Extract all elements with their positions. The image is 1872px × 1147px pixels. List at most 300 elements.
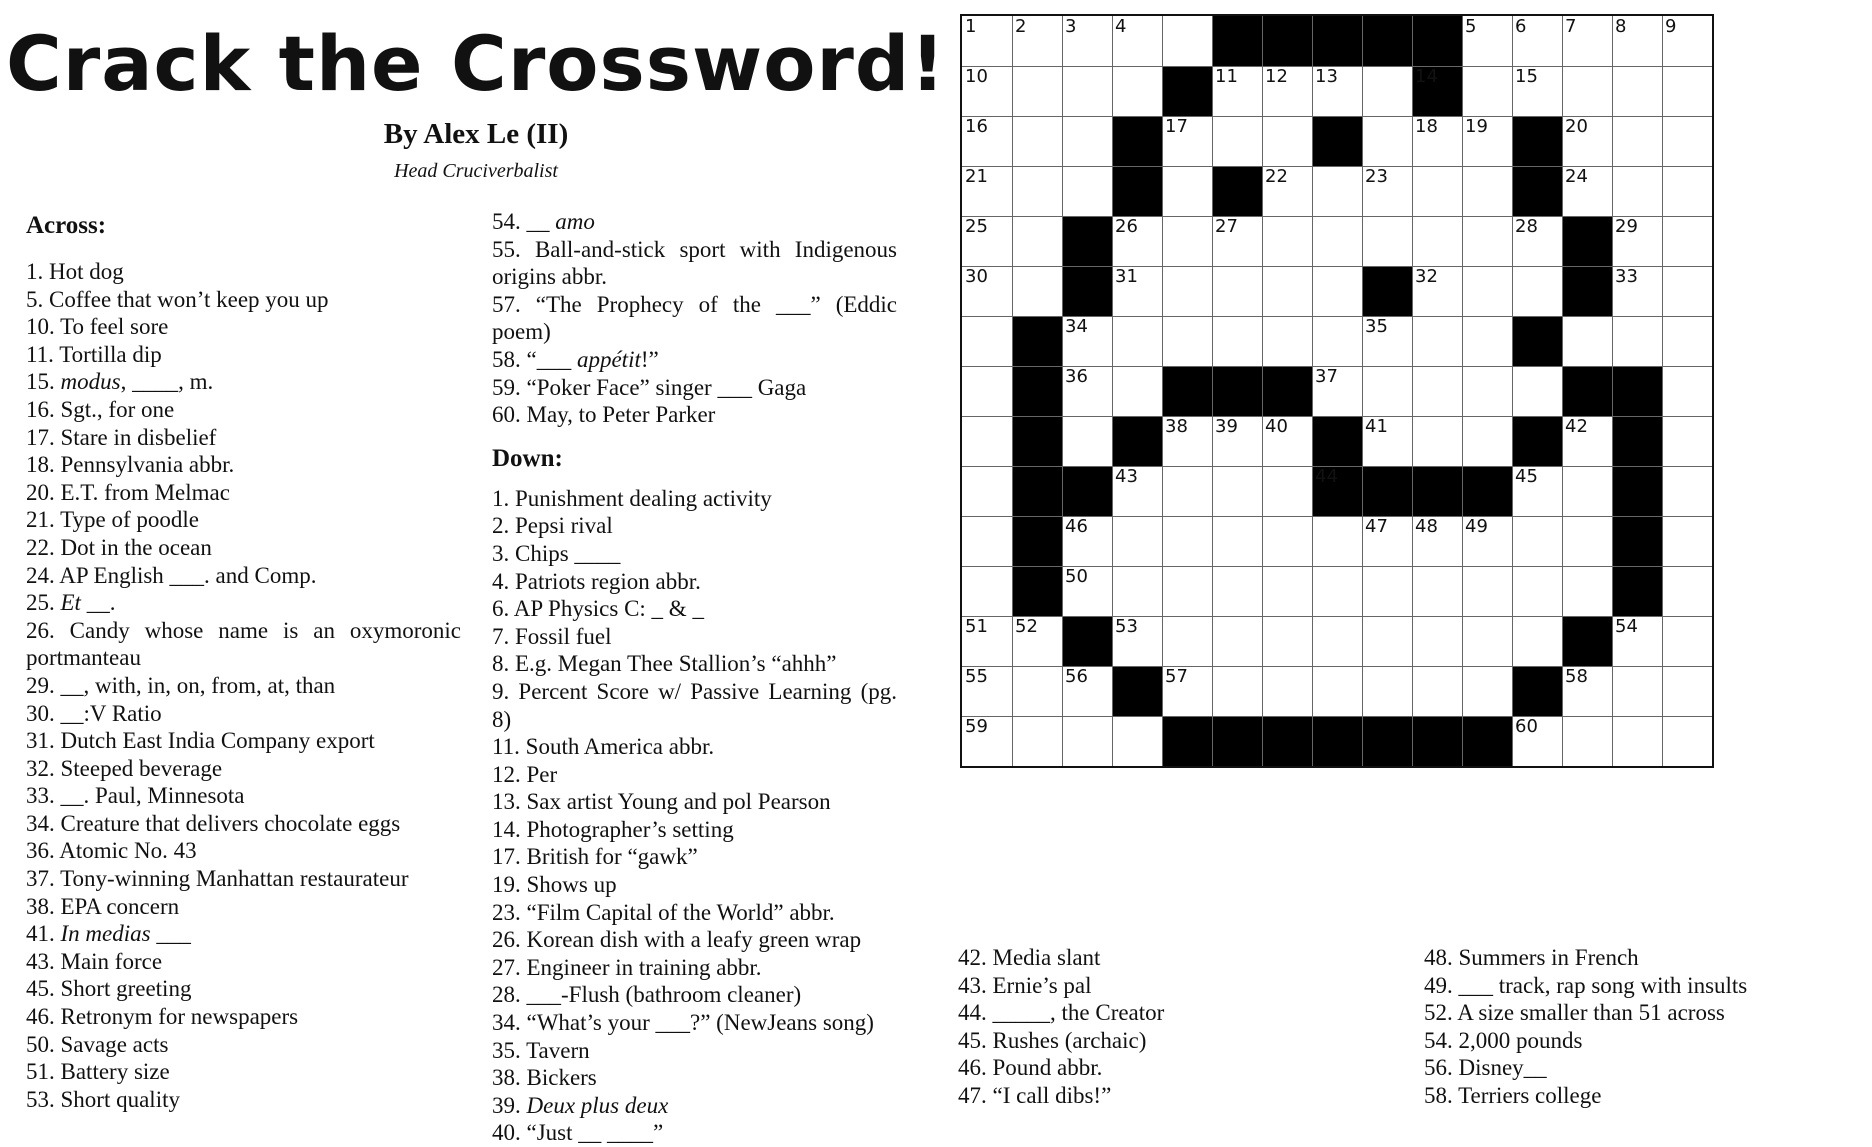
- clue-item: 3. Chips ____: [492, 540, 621, 566]
- grid-cell[interactable]: [1512, 466, 1562, 516]
- clue-number: 2: [1015, 16, 1027, 37]
- grid-cell[interactable]: [1462, 516, 1512, 566]
- grid-cell[interactable]: [962, 316, 1012, 366]
- down-clue-list-continued: [958, 944, 1398, 1110]
- grid-cell[interactable]: [1162, 616, 1212, 666]
- grid-cell[interactable]: [1312, 166, 1362, 216]
- grid-cell[interactable]: [1612, 16, 1662, 66]
- clue-number: 13: [1315, 66, 1338, 87]
- black-square: [1312, 466, 1362, 516]
- grid-cell[interactable]: [1312, 66, 1362, 116]
- grid-line: [1212, 16, 1213, 766]
- clue-item: 55. Ball-and-stick sport with Indigenous origins abbr.: [492, 236, 897, 290]
- grid-cell[interactable]: [1562, 716, 1612, 766]
- grid-line: [1362, 16, 1363, 766]
- black-square: [1412, 66, 1462, 116]
- clue-item: 45. Rushes (archaic): [958, 1027, 1147, 1053]
- grid-cell[interactable]: [1262, 216, 1312, 266]
- grid-cell[interactable]: [1312, 516, 1362, 566]
- grid-cell[interactable]: [1262, 616, 1312, 666]
- grid-cell[interactable]: [1012, 116, 1062, 166]
- clue-number: 9: [1665, 16, 1677, 37]
- grid-cell[interactable]: [1662, 716, 1712, 766]
- grid-cell[interactable]: [1162, 516, 1212, 566]
- grid-cell[interactable]: [1662, 316, 1712, 366]
- clue-number: 51: [965, 616, 988, 637]
- clue-number: 49: [1465, 516, 1488, 537]
- clue-item: 46. Pound abbr.: [958, 1055, 1103, 1081]
- clue-number: 23: [1365, 166, 1388, 187]
- grid-cell[interactable]: [1262, 316, 1312, 366]
- grid-cell[interactable]: [1412, 316, 1462, 366]
- clue-number: 22: [1265, 166, 1288, 187]
- grid-cell[interactable]: [1112, 616, 1162, 666]
- clue-item: 37. Tony-winning Manhattan restaurateur: [26, 866, 409, 892]
- grid-cell[interactable]: [1412, 666, 1462, 716]
- grid-cell[interactable]: [1612, 216, 1662, 266]
- black-square: [1612, 416, 1662, 466]
- grid-cell[interactable]: [1512, 16, 1562, 66]
- grid-cell[interactable]: [1512, 516, 1562, 566]
- clue-number: 56: [1065, 666, 1088, 687]
- grid-cell[interactable]: [1112, 516, 1162, 566]
- grid-line: [1562, 16, 1563, 766]
- grid-cell[interactable]: [1212, 66, 1262, 116]
- grid-cell[interactable]: [962, 716, 1012, 766]
- grid-cell[interactable]: [1362, 166, 1412, 216]
- grid-line: [962, 366, 1712, 367]
- clue-number: 60: [1515, 716, 1538, 737]
- grid-line: [1112, 16, 1113, 766]
- grid-cell[interactable]: [1012, 266, 1062, 316]
- grid-cell[interactable]: [1062, 116, 1112, 166]
- clue-item: 36. Atomic No. 43: [26, 838, 197, 864]
- grid-cell[interactable]: [1412, 616, 1462, 666]
- black-square: [1562, 266, 1612, 316]
- clue-number: 30: [965, 266, 988, 287]
- grid-cell[interactable]: [962, 216, 1012, 266]
- grid-line: [1462, 16, 1463, 766]
- grid-cell[interactable]: [962, 116, 1012, 166]
- grid-cell[interactable]: [1362, 366, 1412, 416]
- grid-cell[interactable]: [962, 616, 1012, 666]
- grid-cell[interactable]: [1162, 416, 1212, 466]
- black-square: [1312, 416, 1362, 466]
- clue-item: 29. __, with, in, on, from, at, than: [26, 672, 336, 698]
- clue-number: 50: [1065, 566, 1088, 587]
- grid-cell[interactable]: [1562, 516, 1612, 566]
- grid-line: [962, 116, 1712, 117]
- grid-cell[interactable]: [1112, 216, 1162, 266]
- grid-cell[interactable]: [1162, 266, 1212, 316]
- grid-cell[interactable]: [1162, 316, 1212, 366]
- grid-cell[interactable]: [1412, 116, 1462, 166]
- grid-cell[interactable]: [1262, 66, 1312, 116]
- clue-item: 33. __. Paul, Minnesota: [26, 783, 245, 809]
- grid-cell[interactable]: [1312, 266, 1362, 316]
- grid-cell[interactable]: [1662, 416, 1712, 466]
- grid-cell[interactable]: [962, 266, 1012, 316]
- black-square: [1212, 166, 1262, 216]
- grid-cell[interactable]: [1162, 116, 1212, 166]
- grid-line: [962, 216, 1712, 217]
- grid-cell[interactable]: [1012, 616, 1062, 666]
- page-title: Crack the Crossword!: [6, 19, 946, 108]
- grid-cell[interactable]: [1662, 666, 1712, 716]
- grid-cell[interactable]: [1512, 566, 1562, 616]
- grid-cell[interactable]: [1012, 166, 1062, 216]
- clue-number: 53: [1115, 616, 1138, 637]
- clue-number: 35: [1365, 316, 1388, 337]
- grid-cell[interactable]: [1162, 216, 1212, 266]
- clue-item: 40. “Just __ ____”: [492, 1120, 664, 1146]
- grid-cell[interactable]: [1112, 266, 1162, 316]
- grid-line: [1062, 16, 1063, 766]
- grid-cell[interactable]: [1512, 266, 1562, 316]
- black-square: [1412, 466, 1462, 516]
- grid-cell[interactable]: [1362, 216, 1412, 266]
- black-square: [1612, 516, 1662, 566]
- clue-number: 47: [1365, 516, 1388, 537]
- clue-item: 14. Photographer’s setting: [492, 816, 734, 842]
- grid-cell[interactable]: [1662, 216, 1712, 266]
- grid-cell[interactable]: [1462, 166, 1512, 216]
- clue-item: 43. Main force: [26, 948, 163, 974]
- clue-item: 42. Media slant: [958, 945, 1101, 970]
- grid-cell[interactable]: [1212, 266, 1262, 316]
- grid-cell[interactable]: [1512, 216, 1562, 266]
- black-square: [1412, 16, 1462, 66]
- grid-line: [962, 516, 1712, 517]
- grid-cell[interactable]: [1012, 216, 1062, 266]
- grid-cell[interactable]: [1312, 666, 1362, 716]
- grid-cell[interactable]: [1062, 316, 1112, 366]
- clue-number: 31: [1115, 266, 1138, 287]
- clue-item: 54. __ amo: [492, 209, 595, 234]
- grid-cell[interactable]: [1162, 466, 1212, 516]
- clue-item: 58. “___ appétit!”: [492, 346, 659, 372]
- grid-cell[interactable]: [1312, 566, 1362, 616]
- grid-cell[interactable]: [1462, 366, 1512, 416]
- grid-cell[interactable]: [1362, 516, 1412, 566]
- grid-cell[interactable]: [1562, 16, 1612, 66]
- grid-cell[interactable]: [1212, 616, 1262, 666]
- clue-number: 34: [1065, 316, 1088, 337]
- grid-cell[interactable]: [1662, 466, 1712, 516]
- grid-cell[interactable]: [962, 516, 1012, 566]
- grid-cell[interactable]: [1362, 316, 1412, 366]
- grid-cell[interactable]: [1162, 166, 1212, 216]
- grid-cell[interactable]: [1612, 716, 1662, 766]
- black-square: [1212, 16, 1262, 66]
- clue-number: 12: [1265, 66, 1288, 87]
- grid-cell[interactable]: [962, 16, 1012, 66]
- black-square: [1512, 666, 1562, 716]
- black-square: [1562, 366, 1612, 416]
- grid-cell[interactable]: [1212, 216, 1262, 266]
- clue-number: 41: [1365, 416, 1388, 437]
- clue-item: 60. May, to Peter Parker: [492, 402, 716, 428]
- clue-item: 4. Patriots region abbr.: [492, 568, 701, 594]
- grid-cell[interactable]: [1062, 416, 1112, 466]
- clue-number: 28: [1515, 216, 1538, 237]
- grid-cell[interactable]: [1012, 666, 1062, 716]
- grid-cell[interactable]: [1412, 166, 1462, 216]
- black-square: [1412, 716, 1462, 766]
- grid-cell[interactable]: [1562, 116, 1612, 166]
- clue-number: 7: [1565, 16, 1577, 37]
- grid-cell[interactable]: [1062, 66, 1112, 116]
- black-square: [1012, 316, 1062, 366]
- grid-cell[interactable]: [1212, 566, 1262, 616]
- clue-item: 59. “Poker Face” singer ___ Gaga: [492, 374, 807, 400]
- grid-cell[interactable]: [1412, 516, 1462, 566]
- grid-cell[interactable]: [1012, 716, 1062, 766]
- grid-cell[interactable]: [1362, 616, 1412, 666]
- clue-number: 36: [1065, 366, 1088, 387]
- grid-cell[interactable]: [1112, 316, 1162, 366]
- grid-cell[interactable]: [1212, 316, 1262, 366]
- grid-cell[interactable]: [1262, 516, 1312, 566]
- grid-cell[interactable]: [1412, 216, 1462, 266]
- grid-cell[interactable]: [1412, 416, 1462, 466]
- grid-cell[interactable]: [962, 66, 1012, 116]
- grid-line: [1662, 16, 1663, 766]
- grid-line: [962, 716, 1712, 717]
- grid-cell[interactable]: [1362, 116, 1412, 166]
- clue-item: 11. South America abbr.: [492, 734, 715, 760]
- clue-item: 43. Ernie’s pal: [958, 972, 1092, 998]
- grid-line: [962, 616, 1712, 617]
- black-square: [1262, 16, 1312, 66]
- grid-cell[interactable]: [1662, 566, 1712, 616]
- grid-cell[interactable]: [1362, 666, 1412, 716]
- grid-cell[interactable]: [1662, 266, 1712, 316]
- grid-cell[interactable]: [1612, 66, 1662, 116]
- grid-cell[interactable]: [962, 366, 1012, 416]
- grid-cell[interactable]: [1462, 416, 1512, 466]
- grid-cell[interactable]: [1662, 516, 1712, 566]
- clue-number: 10: [965, 66, 988, 87]
- clue-item: 45. Short greeting: [26, 976, 192, 1002]
- grid-cell[interactable]: [1062, 516, 1112, 566]
- grid-cell[interactable]: [1112, 716, 1162, 766]
- grid-cell[interactable]: [1212, 116, 1262, 166]
- clue-item: 12. Per: [492, 761, 558, 787]
- grid-cell[interactable]: [1112, 16, 1162, 66]
- grid-cell[interactable]: [1362, 66, 1412, 116]
- grid-cell[interactable]: [1462, 116, 1512, 166]
- grid-cell[interactable]: [1562, 316, 1612, 366]
- grid-cell[interactable]: [1212, 666, 1262, 716]
- clue-number: 24: [1565, 166, 1588, 187]
- clue-item: 18. Pennsylvania abbr.: [26, 452, 235, 478]
- grid-cell[interactable]: [1462, 66, 1512, 116]
- grid-cell[interactable]: [1162, 666, 1212, 716]
- author-role: Head Cruciverbalist: [394, 160, 558, 182]
- clue-item: 51. Battery size: [26, 1059, 170, 1085]
- across-clue-list: [26, 258, 461, 1113]
- grid-cell[interactable]: [1112, 566, 1162, 616]
- black-square: [1112, 166, 1162, 216]
- clue-number: 20: [1565, 116, 1588, 137]
- grid-cell[interactable]: [1212, 516, 1262, 566]
- clue-number: 33: [1615, 266, 1638, 287]
- grid-cell[interactable]: [1662, 166, 1712, 216]
- grid-cell[interactable]: [1312, 216, 1362, 266]
- grid-cell[interactable]: [1312, 366, 1362, 416]
- black-square: [1362, 466, 1412, 516]
- grid-cell[interactable]: [1062, 666, 1112, 716]
- grid-cell[interactable]: [962, 466, 1012, 516]
- grid-cell[interactable]: [1062, 16, 1112, 66]
- clue-item: 26. Candy whose name is an oxymoronic portmanteau: [26, 617, 461, 671]
- grid-cell[interactable]: [1612, 616, 1662, 666]
- grid-cell[interactable]: [1612, 166, 1662, 216]
- grid-cell[interactable]: [1362, 416, 1412, 466]
- grid-cell[interactable]: [1512, 616, 1562, 666]
- grid-cell[interactable]: [1062, 566, 1112, 616]
- clue-number: 26: [1115, 216, 1138, 237]
- clue-number: 1: [965, 16, 977, 37]
- clue-number: 6: [1515, 16, 1527, 37]
- grid-line: [962, 166, 1712, 167]
- grid-cell[interactable]: [962, 166, 1012, 216]
- black-square: [1512, 416, 1562, 466]
- grid-cell[interactable]: [1562, 66, 1612, 116]
- black-square: [1312, 716, 1362, 766]
- grid-cell[interactable]: [1612, 666, 1662, 716]
- grid-cell[interactable]: [1662, 16, 1712, 66]
- grid-cell[interactable]: [1262, 166, 1312, 216]
- grid-cell[interactable]: [1112, 366, 1162, 416]
- grid-cell[interactable]: [1612, 266, 1662, 316]
- grid-cell[interactable]: [1262, 566, 1312, 616]
- grid-cell[interactable]: [1312, 316, 1362, 366]
- grid-cell[interactable]: [1062, 366, 1112, 416]
- clue-item: 54. 2,000 pounds: [1424, 1027, 1583, 1053]
- clue-number: 40: [1265, 416, 1288, 437]
- grid-cell[interactable]: [1262, 466, 1312, 516]
- grid-cell[interactable]: [1262, 266, 1312, 316]
- clue-number: 14: [1415, 66, 1438, 87]
- clue-item: 22. Dot in the ocean: [26, 534, 212, 560]
- grid-line: [962, 266, 1712, 267]
- clue-item: 23. “Film Capital of the World” abbr.: [492, 899, 835, 925]
- grid-cell[interactable]: [1512, 366, 1562, 416]
- grid-cell[interactable]: [1662, 116, 1712, 166]
- black-square: [1562, 616, 1612, 666]
- grid-cell[interactable]: [1462, 616, 1512, 666]
- grid-cell[interactable]: [1562, 416, 1612, 466]
- clue-number: 38: [1165, 416, 1188, 437]
- grid-cell[interactable]: [1462, 566, 1512, 616]
- grid-cell[interactable]: [1112, 66, 1162, 116]
- grid-cell[interactable]: [1112, 466, 1162, 516]
- grid-cell[interactable]: [1262, 416, 1312, 466]
- clue-item: 26. Korean dish with a leafy green wrap: [492, 927, 862, 953]
- clue-item: 9. Percent Score w/ Passive Learning (pg. 8): [492, 678, 897, 732]
- clue-number: 5: [1465, 16, 1477, 37]
- grid-cell[interactable]: [1212, 416, 1262, 466]
- grid-cell[interactable]: [1562, 566, 1612, 616]
- clue-item: 38. Bickers: [492, 1065, 597, 1091]
- clues-column-4: [1424, 944, 1864, 1110]
- black-square: [1162, 66, 1212, 116]
- grid-cell[interactable]: [1312, 616, 1362, 666]
- grid-cell[interactable]: [1662, 66, 1712, 116]
- grid-cell[interactable]: [1012, 16, 1062, 66]
- grid-cell[interactable]: [1512, 66, 1562, 116]
- clue-number: 32: [1415, 266, 1438, 287]
- grid-cell[interactable]: [1462, 16, 1512, 66]
- grid-cell[interactable]: [1362, 566, 1412, 616]
- grid-line: [962, 66, 1712, 67]
- grid-cell[interactable]: [1462, 316, 1512, 366]
- grid-cell[interactable]: [1512, 716, 1562, 766]
- grid-cell[interactable]: [1412, 566, 1462, 616]
- grid-cell[interactable]: [1662, 616, 1712, 666]
- clue-item: 44. _____, the Creator: [958, 1000, 1165, 1026]
- black-square: [1362, 16, 1412, 66]
- grid-cell[interactable]: [1462, 266, 1512, 316]
- clue-number: 17: [1165, 116, 1188, 137]
- grid-cell[interactable]: [1412, 266, 1462, 316]
- clues-column-3: [958, 944, 1398, 1110]
- clue-item: 28. ___-Flush (bathroom cleaner): [492, 982, 802, 1008]
- clue-number: 4: [1115, 16, 1127, 37]
- black-square: [1462, 466, 1512, 516]
- clue-number: 39: [1215, 416, 1238, 437]
- black-square: [1012, 466, 1062, 516]
- grid-cell[interactable]: [1662, 366, 1712, 416]
- grid-cell[interactable]: [1212, 466, 1262, 516]
- grid-cell[interactable]: [1062, 716, 1112, 766]
- grid-cell[interactable]: [962, 566, 1012, 616]
- grid-line: [1412, 16, 1413, 766]
- black-square: [1362, 266, 1412, 316]
- crossword-grid: [960, 14, 1714, 768]
- grid-cell[interactable]: [1462, 666, 1512, 716]
- grid-cell[interactable]: [1562, 166, 1612, 216]
- grid-cell[interactable]: [962, 666, 1012, 716]
- black-square: [1462, 716, 1512, 766]
- grid-cell[interactable]: [1412, 366, 1462, 416]
- clue-item: 56. Disney__: [1424, 1055, 1547, 1081]
- grid-cell[interactable]: [1562, 666, 1612, 716]
- clue-item: 30. __:V Ratio: [26, 700, 162, 726]
- grid-cell[interactable]: [1062, 166, 1112, 216]
- grid-cell[interactable]: [1262, 666, 1312, 716]
- clue-number: 45: [1515, 466, 1538, 487]
- black-square: [1612, 566, 1662, 616]
- grid-cell[interactable]: [1262, 116, 1312, 166]
- grid-cell[interactable]: [1162, 566, 1212, 616]
- grid-cell[interactable]: [1162, 16, 1212, 66]
- clue-item: 50. Savage acts: [26, 1031, 169, 1057]
- grid-cell[interactable]: [962, 416, 1012, 466]
- clue-number: 37: [1315, 366, 1338, 387]
- clue-item: 19. Shows up: [492, 872, 617, 898]
- grid-cell[interactable]: [1612, 116, 1662, 166]
- grid-cell[interactable]: [1612, 316, 1662, 366]
- clue-number: 3: [1065, 16, 1077, 37]
- grid-cell[interactable]: [1012, 66, 1062, 116]
- grid-cell[interactable]: [1562, 466, 1612, 516]
- black-square: [1012, 516, 1062, 566]
- clue-number: 25: [965, 216, 988, 237]
- grid-cell[interactable]: [1462, 216, 1512, 266]
